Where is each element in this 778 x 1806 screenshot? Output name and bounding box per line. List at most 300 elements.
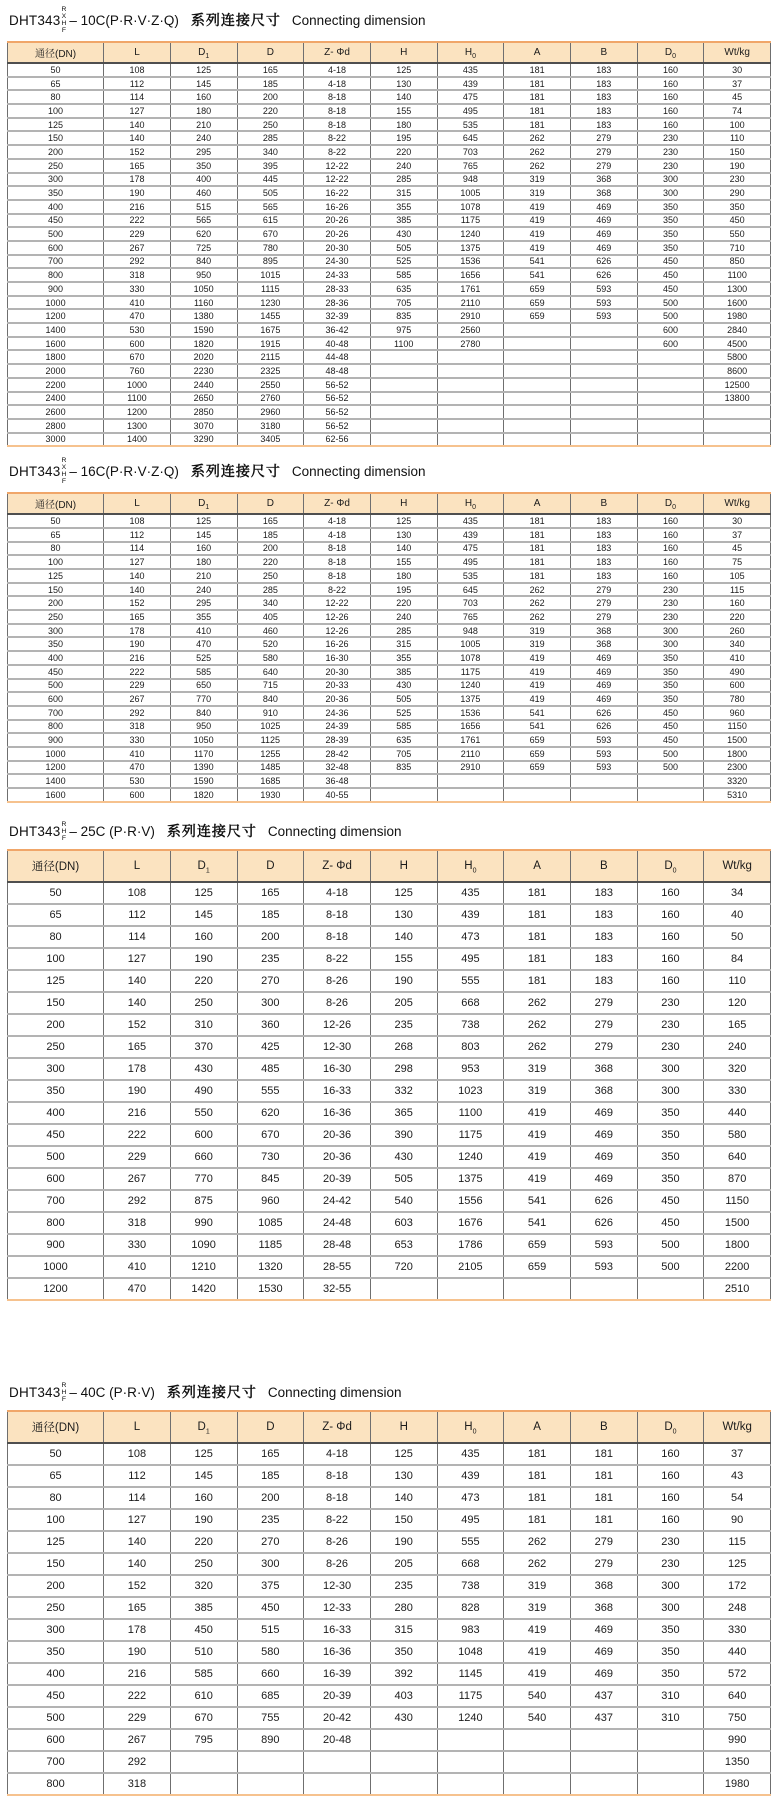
cell-value: 419 (504, 227, 571, 241)
cell-value (637, 1729, 704, 1751)
cell-value (437, 1751, 504, 1773)
cell-value: 112 (104, 77, 171, 91)
cell-value: 1675 (237, 323, 304, 337)
cell-value: 469 (570, 1663, 637, 1685)
cell-value: 180 (370, 569, 437, 583)
cell-value: 350 (637, 241, 704, 255)
cell-value (637, 1773, 704, 1795)
cell-value: 1078 (437, 651, 504, 665)
cell-value (637, 378, 704, 392)
cell-value: 216 (104, 200, 171, 214)
cell-value: 585 (170, 1663, 237, 1685)
table-row (8, 337, 771, 351)
cell-value: 181 (504, 1443, 571, 1465)
cell-value: 626 (570, 1212, 637, 1234)
cell-value: 140 (104, 1553, 171, 1575)
column-header: D (237, 850, 304, 882)
column-header: B (570, 493, 637, 514)
cell-value: 114 (104, 926, 171, 948)
cell-value: 160 (170, 90, 237, 104)
cell-value: 450 (704, 214, 771, 228)
cell-value: 1090 (170, 1234, 237, 1256)
cell-value: 705 (370, 747, 437, 761)
cell-dn: 900 (8, 733, 104, 747)
cell-value: 593 (570, 296, 637, 310)
column-header: $H_0$ (437, 850, 504, 882)
cell-value: 626 (570, 706, 637, 720)
cell-value: 127 (104, 948, 171, 970)
variant-letter: R (61, 6, 67, 13)
cell-value: 8-18 (304, 555, 371, 569)
cell-value (570, 392, 637, 406)
cell-value: 8-18 (304, 542, 371, 556)
cell-value: 230 (637, 1553, 704, 1575)
cell-dn: 1000 (8, 747, 104, 761)
cell-value: 4500 (704, 337, 771, 351)
cell-value: 435 (437, 1443, 504, 1465)
cell-value: 500 (637, 296, 704, 310)
cell-value: 350 (637, 692, 704, 706)
cell-value: 279 (570, 1036, 637, 1058)
cell-value: 230 (637, 992, 704, 1014)
cell-value: 368 (570, 173, 637, 187)
cell-value (637, 1278, 704, 1300)
cell-value (504, 788, 571, 802)
cell-value: 1150 (704, 1190, 771, 1212)
table-row (8, 948, 771, 970)
cell-value: 210 (170, 118, 237, 132)
column-header: B (570, 1411, 637, 1443)
cell-value: 593 (570, 1256, 637, 1278)
table-row (8, 1278, 771, 1300)
cell-value: 110 (704, 970, 771, 992)
cell-dn: 65 (8, 528, 104, 542)
cell-value: 150 (704, 145, 771, 159)
cell-value: 475 (437, 90, 504, 104)
cell-value: 540 (504, 1685, 571, 1707)
column-header: $D_1$ (170, 850, 237, 882)
column-header: 通径(DN) (8, 493, 104, 514)
cell-value: 216 (104, 651, 171, 665)
cell-value: 350 (637, 1663, 704, 1685)
cell-value: 437 (570, 1707, 637, 1729)
cell-value: 350 (637, 1619, 704, 1641)
cell-value: 183 (570, 948, 637, 970)
cell-value: 262 (504, 131, 571, 145)
table-row (8, 282, 771, 296)
table-row (8, 1058, 771, 1080)
cell-value: 2105 (437, 1256, 504, 1278)
table-row (8, 1729, 771, 1751)
cell-value: 469 (570, 665, 637, 679)
cell-value: 500 (637, 1256, 704, 1278)
cell-value (704, 405, 771, 419)
cell-value: 510 (170, 1641, 237, 1663)
cell-value: 1048 (437, 1641, 504, 1663)
cell-value (504, 392, 571, 406)
cell-value: 430 (170, 1058, 237, 1080)
cell-value (637, 788, 704, 802)
cell-value: 222 (104, 1685, 171, 1707)
cell-value: 235 (237, 1509, 304, 1531)
cell-value: 4-18 (304, 1443, 371, 1465)
cell-value: 8-18 (304, 904, 371, 926)
table-row (8, 131, 771, 145)
cell-value: 659 (504, 761, 571, 775)
cell-value: 835 (370, 761, 437, 775)
cell-value: 183 (570, 63, 637, 77)
cell-value: 419 (504, 1663, 571, 1685)
cell-value: 659 (504, 733, 571, 747)
variant-letter: H (61, 1388, 67, 1396)
cell-dn: 65 (8, 77, 104, 91)
table-row (8, 309, 771, 323)
cell-value: 50 (704, 926, 771, 948)
table-row (8, 926, 771, 948)
cell-value: 165 (104, 610, 171, 624)
cell-value: 160 (637, 948, 704, 970)
table-row (8, 1036, 771, 1058)
cell-value: 262 (504, 583, 571, 597)
cell-value (370, 1773, 437, 1795)
cell-value: 229 (104, 1146, 171, 1168)
table-row (8, 733, 771, 747)
cell-value: 738 (437, 1014, 504, 1036)
table-row (8, 1190, 771, 1212)
cell-dn: 300 (8, 624, 104, 638)
cell-value: 28-55 (304, 1256, 371, 1278)
cell-value: 3180 (237, 419, 304, 433)
cell-value: 439 (437, 77, 504, 91)
cell-value: 450 (637, 268, 704, 282)
cell-value: 125 (370, 63, 437, 77)
cell-value: 20-36 (304, 692, 371, 706)
column-header: H (370, 42, 437, 63)
table-row (8, 1509, 771, 1531)
cell-value: 593 (570, 282, 637, 296)
cell-value (370, 419, 437, 433)
cell-value: 30 (704, 63, 771, 77)
cell-value: 1240 (437, 679, 504, 693)
cell-value: 3405 (237, 433, 304, 447)
cell-value: 310 (637, 1685, 704, 1707)
cell-value: 1380 (170, 309, 237, 323)
cell-value: 2110 (437, 296, 504, 310)
cell-value: 230 (637, 145, 704, 159)
table-row (8, 555, 771, 569)
cell-value: 1400 (104, 433, 171, 447)
cell-value (437, 1773, 504, 1795)
variant-letter: R (61, 820, 67, 828)
cell-value: 152 (104, 1014, 171, 1036)
cell-value: 262 (504, 596, 571, 610)
cell-value: 541 (504, 706, 571, 720)
cell-value: 8-18 (304, 90, 371, 104)
table-row (8, 350, 771, 364)
cell-value: 500 (637, 747, 704, 761)
cell-value: 368 (570, 1575, 637, 1597)
cell-value: 181 (504, 1465, 571, 1487)
cell-value: 20-30 (304, 241, 371, 255)
cell-value: 738 (437, 1575, 504, 1597)
column-header: H (370, 1411, 437, 1443)
cell-dn: 50 (8, 63, 104, 77)
cell-value: 190 (170, 948, 237, 970)
cell-value: 419 (504, 1619, 571, 1641)
table-row (8, 227, 771, 241)
cell-value: 419 (504, 665, 571, 679)
cell-value: 320 (170, 1575, 237, 1597)
cell-value: 28-48 (304, 1234, 371, 1256)
cell-value: 285 (237, 131, 304, 145)
cell-dn: 250 (8, 1597, 104, 1619)
cell-value: 100 (704, 118, 771, 132)
cell-value: 440 (704, 1641, 771, 1663)
cell-value: 525 (370, 255, 437, 269)
cell-value: 165 (237, 514, 304, 528)
cell-value: 350 (637, 679, 704, 693)
cell-value: 572 (704, 1663, 771, 1685)
cell-value: 450 (637, 733, 704, 747)
cell-value: 20-30 (304, 665, 371, 679)
cell-value: 8-26 (304, 992, 371, 1014)
cell-value: 1590 (170, 774, 237, 788)
cell-value: 760 (104, 364, 171, 378)
cell-value: 600 (637, 323, 704, 337)
cell-value (370, 433, 437, 447)
cell-value: 1600 (704, 296, 771, 310)
cell-dn: 150 (8, 1553, 104, 1575)
cell-value (637, 364, 704, 378)
cell-value: 114 (104, 90, 171, 104)
cell-value: 419 (504, 214, 571, 228)
cell-value: 120 (704, 992, 771, 1014)
cell-value: 515 (170, 200, 237, 214)
cell-value: 1320 (237, 1256, 304, 1278)
cell-value: 160 (637, 77, 704, 91)
cell-value: 181 (504, 528, 571, 542)
cell-value: 185 (237, 904, 304, 926)
column-header: B (570, 42, 637, 63)
cell-value: 530 (104, 774, 171, 788)
cell-value: 152 (104, 1575, 171, 1597)
series-label-cn: 系列连接尺寸 (166, 1384, 257, 1401)
dimension-table-section-25c (7, 821, 771, 1301)
cell-value: 2230 (170, 364, 237, 378)
cell-value: 12-26 (304, 1014, 371, 1036)
cell-value: 2550 (237, 378, 304, 392)
cell-value: 668 (437, 1553, 504, 1575)
cell-value: 190 (104, 186, 171, 200)
cell-value: 230 (637, 596, 704, 610)
cell-value: 200 (237, 542, 304, 556)
cell-value: 365 (370, 1102, 437, 1124)
cell-value: 469 (570, 241, 637, 255)
cell-value: 262 (504, 1014, 571, 1036)
cell-value: 1420 (170, 1278, 237, 1300)
model-variant-stack (61, 821, 66, 842)
cell-value (570, 350, 637, 364)
cell-value: 948 (437, 173, 504, 187)
cell-value: 178 (104, 1619, 171, 1641)
cell-value: 770 (170, 1168, 237, 1190)
cell-dn: 800 (8, 268, 104, 282)
cell-value: 419 (504, 692, 571, 706)
cell-value: 160 (637, 926, 704, 948)
cell-value: 1240 (437, 1146, 504, 1168)
cell-value: 1000 (104, 378, 171, 392)
cell-dn: 1400 (8, 323, 104, 337)
cell-value: 185 (237, 1465, 304, 1487)
cell-value: 20-33 (304, 679, 371, 693)
cell-value: 229 (104, 679, 171, 693)
cell-value: 469 (570, 214, 637, 228)
cell-value: 320 (704, 1058, 771, 1080)
cell-value: 2760 (237, 392, 304, 406)
table-row (8, 200, 771, 214)
cell-value: 240 (704, 1036, 771, 1058)
cell-dn: 500 (8, 1146, 104, 1168)
cell-value: 450 (637, 1190, 704, 1212)
cell-value: 181 (570, 1443, 637, 1465)
cell-value: 535 (437, 118, 504, 132)
cell-value: 152 (104, 145, 171, 159)
cell-value: 1761 (437, 282, 504, 296)
cell-value: 910 (237, 706, 304, 720)
variant-letter: F (61, 1395, 67, 1403)
cell-value: 1145 (437, 1663, 504, 1685)
cell-value: 430 (370, 1146, 437, 1168)
cell-dn: 700 (8, 1190, 104, 1212)
cell-value: 160 (170, 542, 237, 556)
cell-value: 555 (437, 970, 504, 992)
table-row (8, 1663, 771, 1685)
cell-value: 705 (370, 296, 437, 310)
table-row (8, 1597, 771, 1619)
cell-value: 635 (370, 282, 437, 296)
cell-value: 505 (237, 186, 304, 200)
cell-value: 615 (237, 214, 304, 228)
cell-value: 626 (570, 255, 637, 269)
cell-value: 990 (704, 1729, 771, 1751)
cell-value: 490 (170, 1080, 237, 1102)
cell-value: 4-18 (304, 77, 371, 91)
cell-value: 56-52 (304, 378, 371, 392)
cell-value (637, 774, 704, 788)
cell-value: 419 (504, 1641, 571, 1663)
cell-value: 300 (637, 637, 704, 651)
cell-dn: 500 (8, 227, 104, 241)
cell-dn: 2600 (8, 405, 104, 419)
cell-value: 8-18 (304, 1487, 371, 1509)
table-title (9, 821, 771, 842)
cell-value: 870 (704, 1168, 771, 1190)
table-row (8, 1443, 771, 1465)
cell-value: 2020 (170, 350, 237, 364)
cell-value: 220 (370, 145, 437, 159)
cell-value: 279 (570, 145, 637, 159)
cell-value (504, 337, 571, 351)
cell-value (570, 1729, 637, 1751)
cell-value: 445 (237, 173, 304, 187)
table-row (8, 63, 771, 77)
cell-value: 473 (437, 1487, 504, 1509)
cell-dn: 250 (8, 159, 104, 173)
cell-value: 108 (104, 63, 171, 77)
cell-value: 250 (170, 992, 237, 1014)
cell-value: 140 (370, 1487, 437, 1509)
cell-value (504, 1751, 571, 1773)
cell-value: 183 (570, 542, 637, 556)
column-header: $D_0$ (637, 1411, 704, 1443)
cell-dn: 250 (8, 1036, 104, 1058)
table-row (8, 104, 771, 118)
cell-value: 8-22 (304, 131, 371, 145)
cell-value: 392 (370, 1663, 437, 1685)
cell-value: 181 (504, 63, 571, 77)
column-header: A (504, 850, 571, 882)
cell-value: 2650 (170, 392, 237, 406)
cell-value: 13800 (704, 392, 771, 406)
cell-value: 4-18 (304, 882, 371, 904)
cell-value: 550 (170, 1102, 237, 1124)
cell-value: 450 (237, 1597, 304, 1619)
cell-dn: 65 (8, 904, 104, 926)
cell-value: 1200 (104, 405, 171, 419)
cell-value: 160 (637, 882, 704, 904)
cell-value: 1980 (704, 1773, 771, 1795)
table-row (8, 118, 771, 132)
cell-value: 181 (504, 970, 571, 992)
cell-value: 495 (437, 1509, 504, 1531)
cell-value: 2440 (170, 378, 237, 392)
cell-value (437, 378, 504, 392)
cell-value: 585 (370, 268, 437, 282)
cell-value (370, 774, 437, 788)
cell-value: 40-55 (304, 788, 371, 802)
cell-value: 160 (637, 1509, 704, 1531)
table-row (8, 542, 771, 556)
header-row (8, 850, 771, 882)
cell-value: 593 (570, 761, 637, 775)
variant-letter: F (61, 834, 67, 842)
cell-value: 659 (504, 1256, 571, 1278)
cell-value: 16-30 (304, 1058, 371, 1080)
cell-value (304, 1773, 371, 1795)
variant-letter: R (61, 457, 67, 465)
cell-value: 770 (170, 692, 237, 706)
cell-value: 240 (170, 583, 237, 597)
cell-value: 330 (704, 1619, 771, 1641)
cell-value: 2910 (437, 761, 504, 775)
cell-value: 205 (370, 1553, 437, 1575)
cell-value (370, 1278, 437, 1300)
cell-value: 319 (504, 1080, 571, 1102)
cell-value: 2110 (437, 747, 504, 761)
cell-value: 1485 (237, 761, 304, 775)
cell-value: 12-30 (304, 1575, 371, 1597)
cell-value: 470 (104, 309, 171, 323)
cell-value: 626 (570, 268, 637, 282)
cell-value: 2300 (704, 761, 771, 775)
cell-value: 1375 (437, 692, 504, 706)
cell-value: 240 (170, 131, 237, 145)
cell-value: 300 (637, 186, 704, 200)
cell-value (570, 405, 637, 419)
cell-value: 190 (370, 970, 437, 992)
cell-value: 270 (237, 970, 304, 992)
cell-value: 16-22 (304, 186, 371, 200)
